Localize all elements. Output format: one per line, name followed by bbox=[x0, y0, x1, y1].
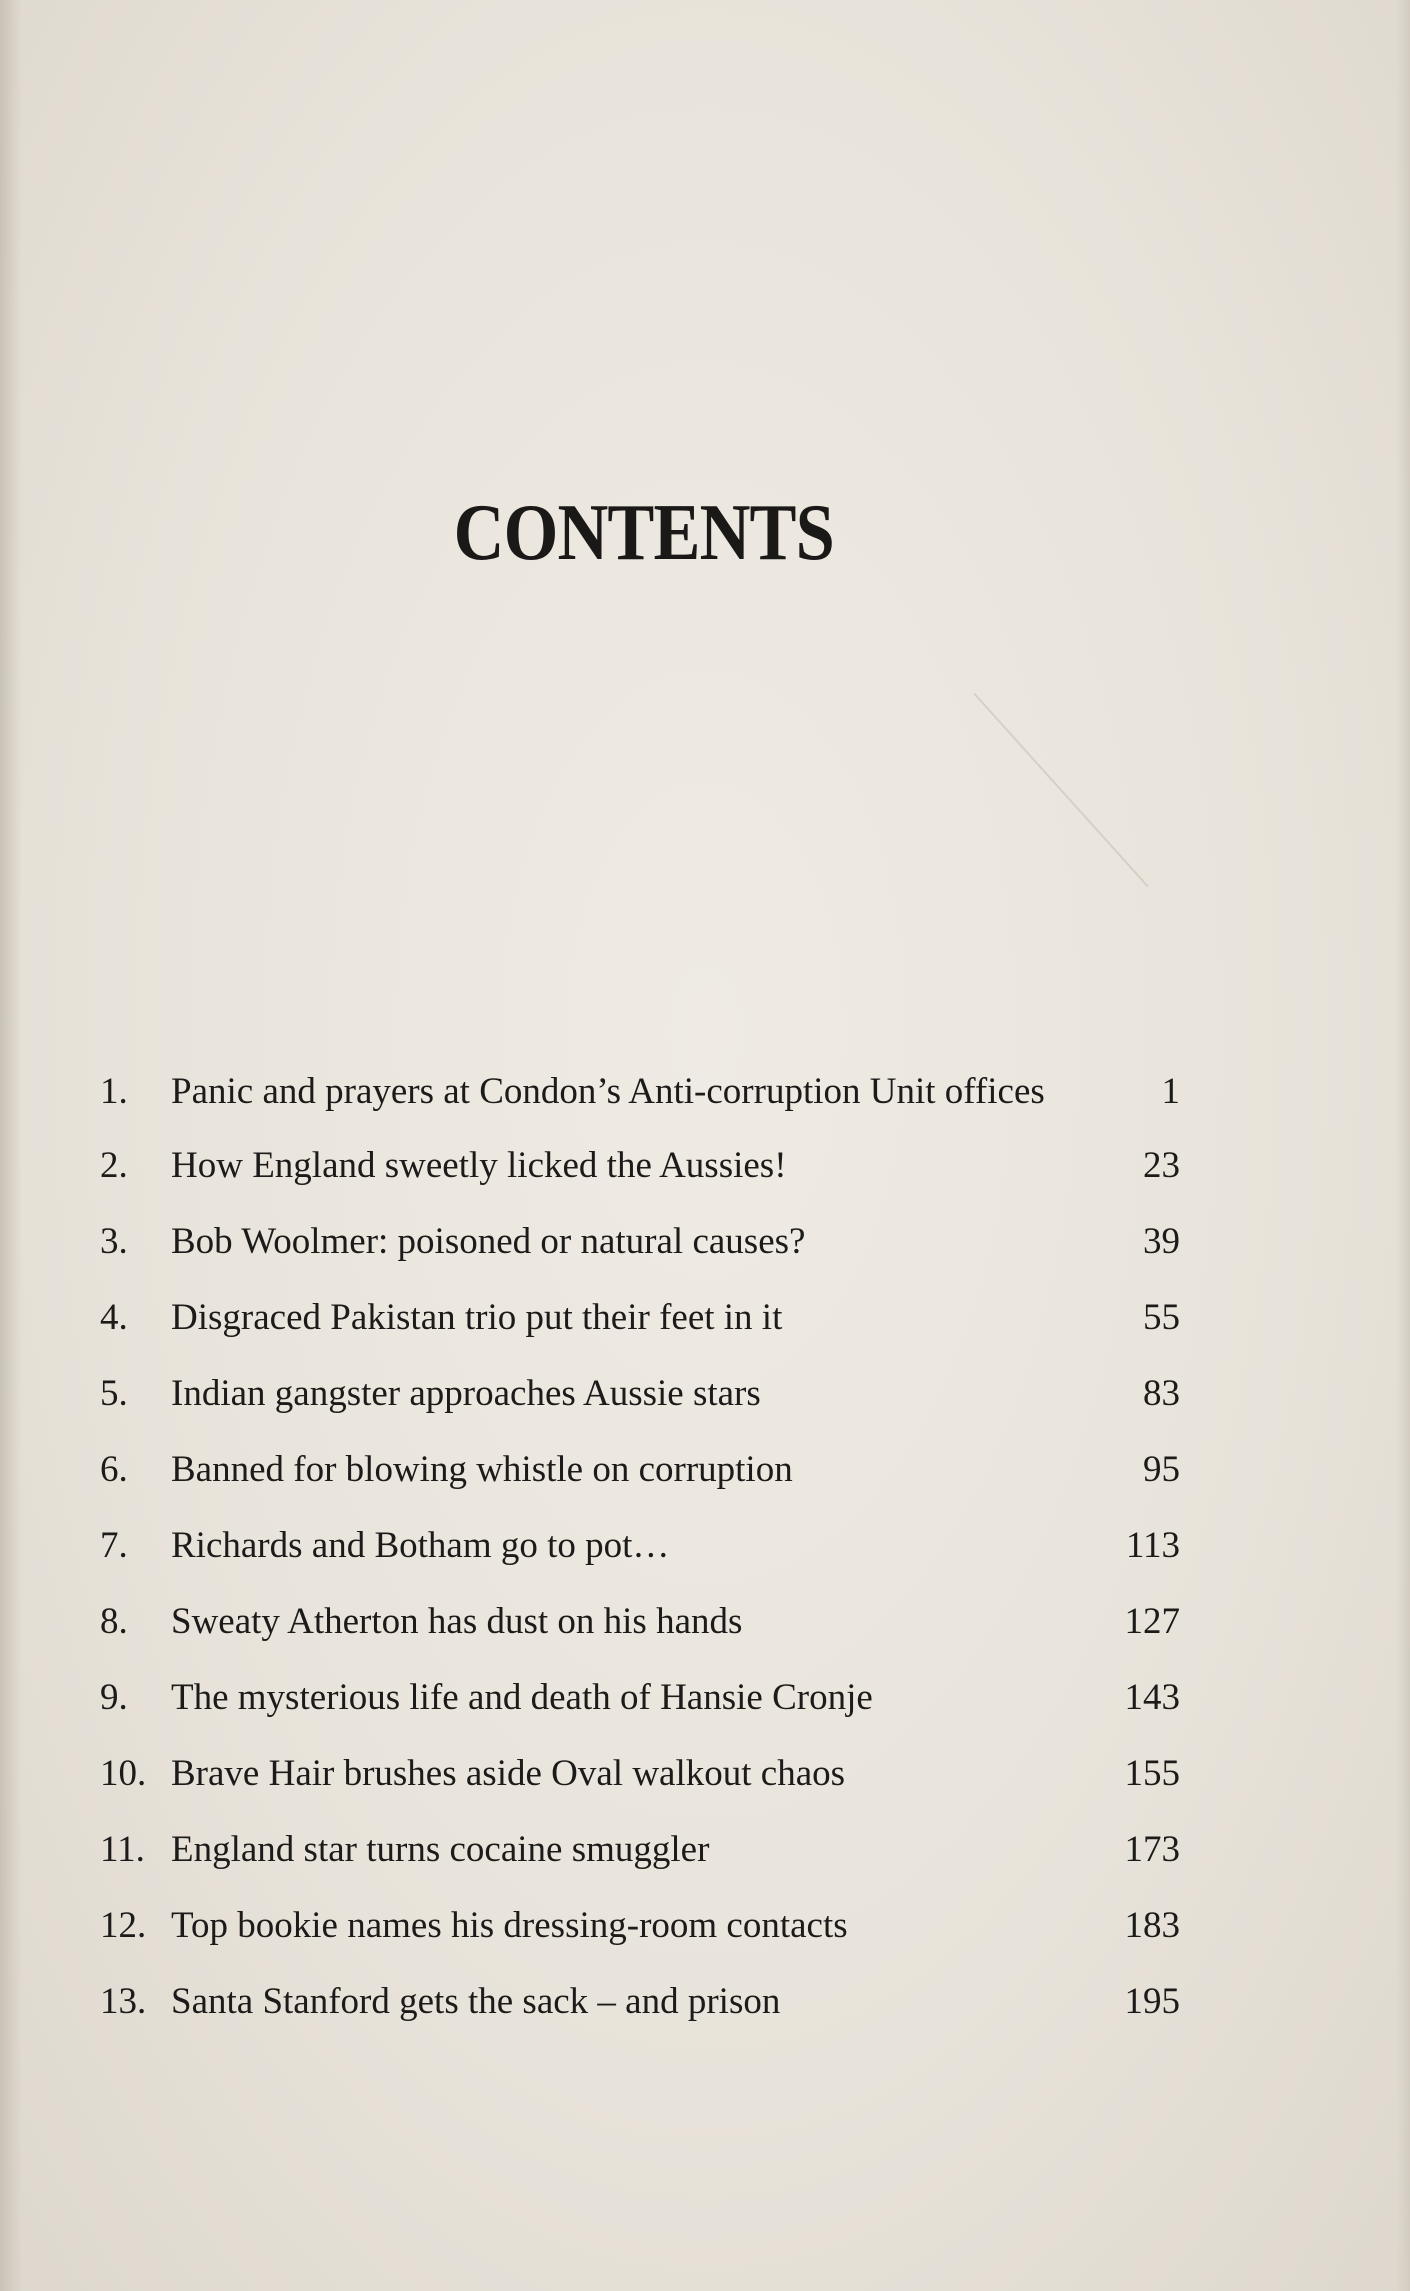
toc-entry bbox=[100, 1668, 1180, 1728]
chapter-number: 13. bbox=[100, 1981, 147, 2022]
toc-entry bbox=[100, 1516, 1180, 1576]
page-number: 183 bbox=[1124, 1905, 1180, 1946]
page-number: 195 bbox=[1124, 1981, 1180, 2022]
chapter-title: Brave Hair brushes aside Oval walkout chaos bbox=[171, 1753, 846, 1794]
chapter-title: Panic and prayers at Condon’s Anti-corruption Unit offices bbox=[171, 1071, 1045, 1112]
chapter-number: 3. bbox=[100, 1221, 128, 1262]
page-number: 23 bbox=[1143, 1145, 1180, 1186]
toc-entry bbox=[100, 1364, 1180, 1424]
chapter-number: 8. bbox=[100, 1601, 128, 1642]
chapter-title: Disgraced Pakistan trio put their feet in it bbox=[171, 1297, 783, 1338]
page-number: 1 bbox=[1161, 1071, 1180, 1112]
paper-crease bbox=[973, 693, 1148, 888]
chapter-number: 10. bbox=[100, 1753, 147, 1794]
toc-entry bbox=[100, 1136, 1180, 1196]
chapter-title: Richards and Botham go to pot… bbox=[171, 1525, 670, 1566]
page-edge-right bbox=[1396, 0, 1410, 2291]
page-number: 127 bbox=[1124, 1601, 1180, 1642]
toc-entry bbox=[100, 1440, 1180, 1500]
chapter-title: Sweaty Atherton has dust on his hands bbox=[171, 1601, 743, 1642]
toc-entry bbox=[100, 1592, 1180, 1652]
chapter-number: 1. bbox=[100, 1071, 128, 1112]
page-number: 83 bbox=[1143, 1373, 1180, 1414]
chapter-title: Santa Stanford gets the sack – and prison bbox=[171, 1981, 781, 2022]
chapter-number: 2. bbox=[100, 1145, 128, 1186]
chapter-number: 9. bbox=[100, 1677, 128, 1718]
page-edge-left bbox=[0, 0, 22, 2291]
chapter-number: 4. bbox=[100, 1297, 128, 1338]
chapter-number: 5. bbox=[100, 1373, 128, 1414]
contents-heading: CONTENTS bbox=[453, 489, 834, 577]
chapter-number: 11. bbox=[100, 1829, 145, 1870]
toc-entry bbox=[100, 1820, 1180, 1880]
toc-entry bbox=[100, 1744, 1180, 1804]
chapter-number: 12. bbox=[100, 1905, 147, 1946]
chapter-title: Bob Woolmer: poisoned or natural causes? bbox=[171, 1221, 806, 1262]
page-number: 55 bbox=[1143, 1297, 1180, 1338]
table-of-contents bbox=[100, 1062, 1180, 2048]
chapter-title: England star turns cocaine smuggler bbox=[171, 1829, 710, 1870]
toc-entry bbox=[100, 1288, 1180, 1348]
toc-entry bbox=[100, 1972, 1180, 2032]
page-number: 113 bbox=[1125, 1525, 1180, 1566]
chapter-title: Top bookie names his dressing-room contacts bbox=[171, 1905, 848, 1946]
page-number: 39 bbox=[1143, 1221, 1180, 1262]
page-number: 143 bbox=[1124, 1677, 1180, 1718]
chapter-title: The mysterious life and death of Hansie Cronje bbox=[171, 1677, 873, 1718]
chapter-number: 7. bbox=[100, 1525, 128, 1566]
toc-entry bbox=[100, 1062, 1180, 1122]
page-number: 173 bbox=[1124, 1829, 1180, 1870]
page-number: 155 bbox=[1124, 1753, 1180, 1794]
toc-entry bbox=[100, 1212, 1180, 1272]
chapter-title: Banned for blowing whistle on corruption bbox=[171, 1449, 793, 1490]
chapter-title: Indian gangster approaches Aussie stars bbox=[171, 1373, 761, 1414]
chapter-title: How England sweetly licked the Aussies! bbox=[171, 1145, 787, 1186]
toc-entry bbox=[100, 1896, 1180, 1956]
chapter-number: 6. bbox=[100, 1449, 128, 1490]
page-number: 95 bbox=[1143, 1449, 1180, 1490]
